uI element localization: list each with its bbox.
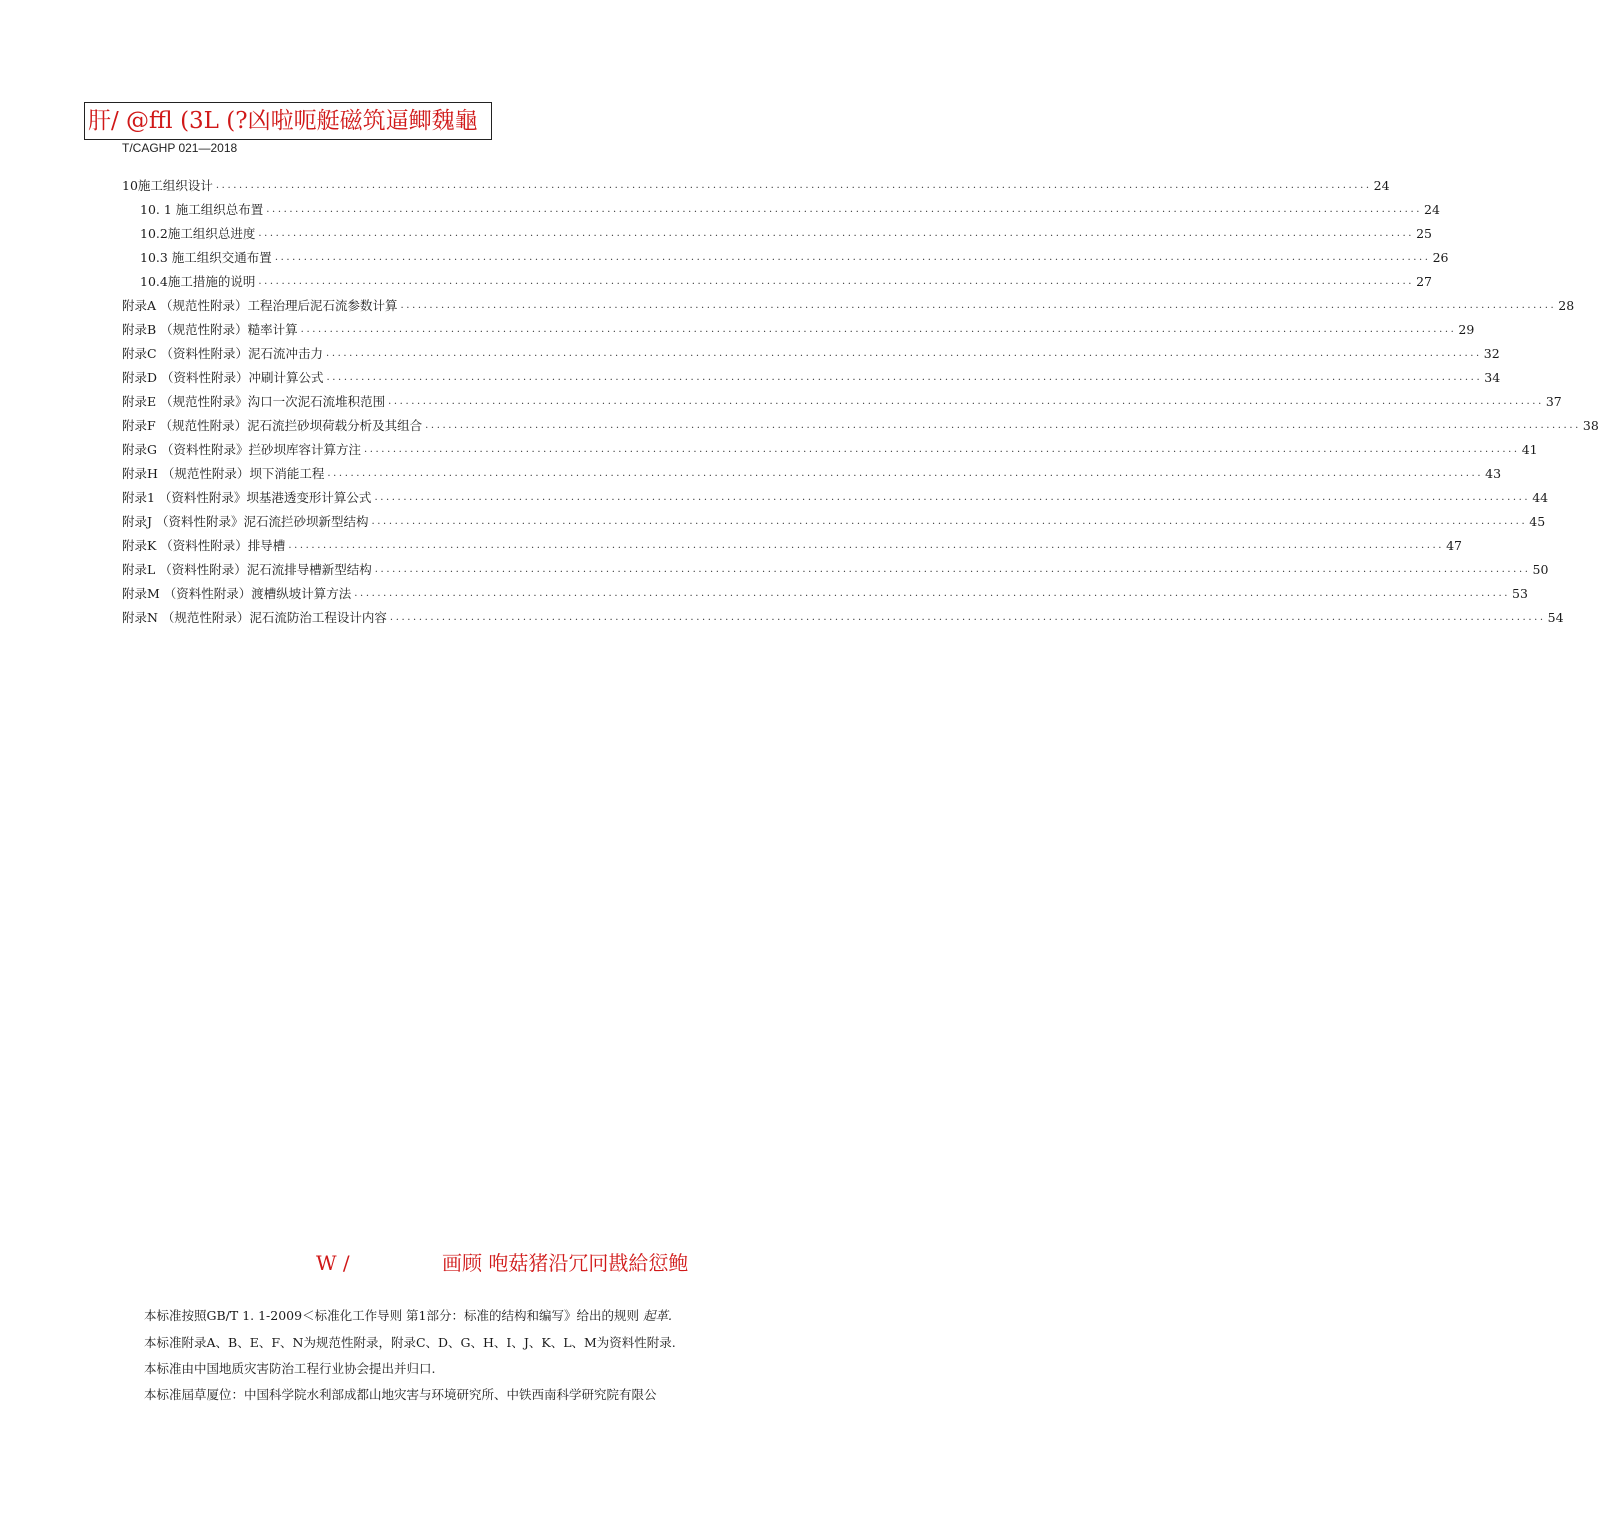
toc-entry[interactable]: [122, 535, 1462, 555]
toc-leader-dots: ........................................................................................................................................................................................................: [300, 323, 1457, 335]
toc-leader-dots: ........................................................................................................................................................................................................: [215, 179, 1372, 191]
toc-entry[interactable]: [122, 511, 1546, 531]
toc-leader-dots: ........................................................................................................................................................................................................: [288, 539, 1445, 551]
toc-entry-page: 38: [1582, 417, 1599, 433]
toc-leader-dots: ........................................................................................................................................................................................................: [374, 491, 1531, 503]
toc-entry[interactable]: [122, 439, 1538, 459]
toc-entry-title: 10.4施工措施的说明: [140, 274, 256, 289]
foreword-paragraph: [144, 1359, 435, 1377]
toc-leader-dots: ........................................................................................................................................................................................................: [274, 251, 1431, 263]
toc-entry-title: 10. 1 施工组织总布置: [140, 202, 264, 217]
toc-entry-page: 54: [1547, 609, 1564, 625]
garbled-header-title: 肝/ @ffl (3L (?凶啦呃艇磁筑逼鲫魏龜: [84, 102, 492, 140]
toc-entry-page: 24: [1424, 201, 1440, 217]
paragraph-text: 本标准屆草厦位：中国科学院水利部成都山地灾害与环境研究所、中铁西南科学研究院有限公: [144, 1387, 657, 1402]
standard-code: T/CAGHP 021—2018: [122, 141, 238, 155]
toc-leader-dots: ........................................................................................................................................................................................................: [258, 227, 1415, 239]
paragraph-tail: 起革.: [643, 1308, 672, 1323]
toc-leader-dots: ........................................................................................................................................................................................................: [327, 467, 1484, 479]
toc-entry-page: 25: [1416, 225, 1432, 241]
toc-entry-page: 44: [1532, 489, 1549, 505]
toc-entry-title: 附录F （规范性附录）泥石流拦砂坝荷载分析及其组合: [122, 418, 423, 433]
foreword-paragraph: [144, 1385, 657, 1403]
toc-entry[interactable]: [140, 271, 1432, 291]
toc-entry-page: 24: [1373, 177, 1390, 193]
toc-entry[interactable]: [122, 319, 1475, 339]
toc-entry[interactable]: [140, 199, 1440, 219]
toc-entry[interactable]: [122, 295, 1575, 315]
foreword-paragraph: [144, 1333, 676, 1351]
toc-entry-page: 28: [1558, 297, 1575, 313]
toc-leader-dots: ........................................................................................................................................................................................................: [389, 611, 1546, 623]
toc-entry-page: 29: [1458, 321, 1475, 337]
foreword-paragraph: [144, 1306, 672, 1324]
toc-entry[interactable]: [122, 415, 1599, 435]
toc-leader-dots: ........................................................................................................................................................................................................: [266, 203, 1423, 215]
toc-entry[interactable]: [122, 367, 1501, 387]
toc-entry-title: 附录M （资料性附录）渡槽纵坡计算方法: [122, 586, 352, 601]
foreword-heading: [316, 1247, 688, 1276]
toc-entry-title: 附录L （资料性附录）泥石流排导槽新型结构: [122, 562, 372, 577]
toc-entry-page: 41: [1521, 441, 1538, 457]
toc-leader-dots: ........................................................................................................................................................................................................: [326, 347, 1482, 359]
toc-leader-dots: ........................................................................................................................................................................................................: [371, 515, 1528, 527]
toc-entry[interactable]: [140, 247, 1449, 267]
toc-entry-title: 附录D （资料性附录）冲刷计算公式: [122, 370, 324, 385]
toc-entry-title: 附录C （资料性附录）泥石流冲击力: [122, 346, 324, 361]
toc-entry-page: 43: [1485, 465, 1502, 481]
toc-entry[interactable]: [122, 487, 1549, 507]
toc-entry[interactable]: [122, 583, 1528, 603]
toc-entry-title: 附录1 （资料性附录》坝基港透变形计算公式: [122, 490, 372, 505]
toc-entry[interactable]: [122, 463, 1502, 483]
toc-leader-dots: ........................................................................................................................................................................................................: [400, 299, 1557, 311]
toc-leader-dots: ........................................................................................................................................................................................................: [425, 419, 1581, 431]
toc-entry-title: 附录J （资料性附录》泥石流拦砂坝新型结构: [122, 514, 369, 529]
toc-leader-dots: ........................................................................................................................................................................................................: [354, 587, 1511, 599]
paragraph-text: 本标准附录A、B、E、F、N为规范性附录，附录C、D、G、H、I、J、K、L、M为资料性附录.: [144, 1335, 676, 1350]
toc-entry[interactable]: [122, 607, 1564, 627]
toc-entry-page: 34: [1484, 369, 1501, 385]
toc-entry-title: 10.3 施工组织交通布置: [140, 250, 272, 265]
paragraph-text: 本标准按照GB/T 1. 1-2009＜标准化工作导则 第1部分：标准的结构和编写》给出的规则: [144, 1308, 640, 1323]
foreword-heading-part1: W /: [316, 1251, 350, 1275]
toc-entry[interactable]: [122, 391, 1562, 411]
toc-entry-title: 10施工组织设计: [122, 178, 213, 193]
toc-leader-dots: ........................................................................................................................................................................................................: [363, 443, 1520, 455]
toc-entry-page: 37: [1545, 393, 1562, 409]
toc-leader-dots: ........................................................................................................................................................................................................: [374, 563, 1531, 575]
toc-entry-title: 附录N （规范性附录）泥石流防治工程设计内容: [122, 610, 387, 625]
toc-entry-title: 附录G （资料性附录》拦砂坝库容计算方注: [122, 442, 361, 457]
toc-entry-page: 53: [1512, 585, 1528, 601]
paragraph-text: 本标准由中国地质灾害防治工程行业协会提出并归口.: [144, 1361, 436, 1376]
toc-entry[interactable]: [122, 175, 1390, 195]
toc-leader-dots: ........................................................................................................................................................................................................: [258, 275, 1415, 287]
toc-entry[interactable]: [140, 223, 1432, 243]
toc-entry-page: 26: [1432, 249, 1449, 265]
toc-entry-page: 47: [1446, 537, 1462, 553]
toc-entry-title: 附录E （规范性附录》沟口一次泥石流堆积范围: [122, 394, 386, 409]
toc-entry-title: 10.2施工组织总进度: [140, 226, 256, 241]
toc-entry-title: 附录K （资料性附录）排导槽: [122, 538, 286, 553]
foreword-heading-part2: 画顾 咆菇猪沿冗冋戡給愆鲍: [442, 1251, 689, 1275]
toc-entry-page: 50: [1532, 561, 1549, 577]
toc-leader-dots: ........................................................................................................................................................................................................: [326, 371, 1483, 383]
toc-entry-title: 附录H （规范性附录）坝下消能工程: [122, 466, 325, 481]
toc-leader-dots: ........................................................................................................................................................................................................: [388, 395, 1544, 407]
toc-entry-page: 32: [1483, 345, 1500, 361]
toc-entry-page: 45: [1529, 513, 1546, 529]
toc-entry-title: 附录A （规范性附录）工程治理后泥石流参数计算: [122, 298, 398, 313]
toc-entry[interactable]: [122, 343, 1500, 363]
toc-entry-title: 附录B （规范性附录）糙率计算: [122, 322, 298, 337]
toc-entry[interactable]: [122, 559, 1549, 579]
toc-entry-page: 27: [1416, 273, 1432, 289]
